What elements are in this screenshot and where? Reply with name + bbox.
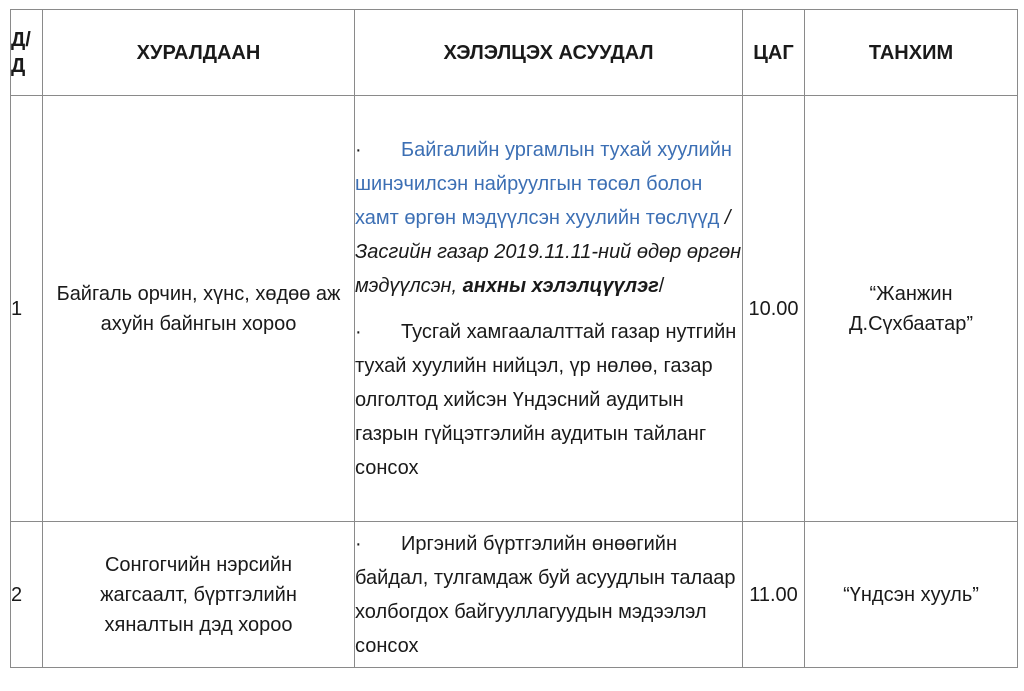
meeting-body [43, 522, 355, 668]
header-meeting: ХУРАЛДААН [43, 10, 355, 96]
meeting-time: 10.00 [743, 96, 805, 522]
meeting-time: 11.00 [743, 522, 805, 668]
topic-item [355, 133, 742, 303]
bullet-icon: · [355, 320, 362, 343]
table-row [11, 96, 1018, 522]
header-time: ЦАГ [743, 10, 805, 96]
table-header-row [11, 10, 1018, 96]
header-topic: ХЭЛЭЛЦЭХ АСУУДАЛ [355, 10, 743, 96]
meeting-room-text: “Жанжин Д.Сүхбаатар” [849, 282, 973, 335]
header-number-text: Д/Д [11, 28, 31, 77]
topic-text: Тусгай хамгаалалттай газар нутгийн тухай хуулийн нийцэл, үр нөлөө, газар олголтод хийсэн Үндэсний аудитын газрын гүйцэтгэлийн аудитын тайланг сонсох [355, 320, 737, 479]
meeting-body: Байгаль орчин, хүнс, хөдөө аж ахуйн байнгын хороо [43, 96, 355, 522]
bill-link[interactable]: Байгалийн ургамлын тухай хуулийн шинэчилсэн найруулгын төсөл болон хамт өргөн мэдүүлсэн хуулийн төслүүд [355, 138, 732, 229]
meeting-body-text: Сонгогчийн нэрсийн жагсаалт, бүртгэлийн хяналтын дэд хороо [100, 553, 297, 636]
header-number [11, 10, 43, 96]
topic-text: Иргэний бүртгэлийн өнөөгийн байдал, тулгамдаж буй асуудлын талаар холбогдох байгууллагуудын мэдээлэл сонсох [355, 532, 736, 657]
topic-item [355, 527, 742, 663]
meeting-room: “Үндсэн хууль” [805, 522, 1018, 668]
table-row [11, 522, 1018, 668]
topic-note-emphasis: анхны хэлэлцүүлэг [462, 274, 659, 297]
topic-note-end: / [658, 274, 665, 297]
topic-cell [355, 522, 743, 668]
topic-cell [355, 96, 743, 522]
header-room: ТАНХИМ [805, 10, 1018, 96]
bullet-icon: · [355, 138, 362, 161]
meeting-room [805, 96, 1018, 522]
row-number: 1 [11, 96, 43, 522]
row-number: 2 [11, 522, 43, 668]
meeting-schedule-table [10, 9, 1018, 668]
bullet-icon: · [355, 532, 362, 555]
topic-item [355, 315, 742, 485]
topic-note: /Засгийн газар 2019.11.11-ний өдөр өргөн мэдүүлсэн, [355, 206, 742, 297]
